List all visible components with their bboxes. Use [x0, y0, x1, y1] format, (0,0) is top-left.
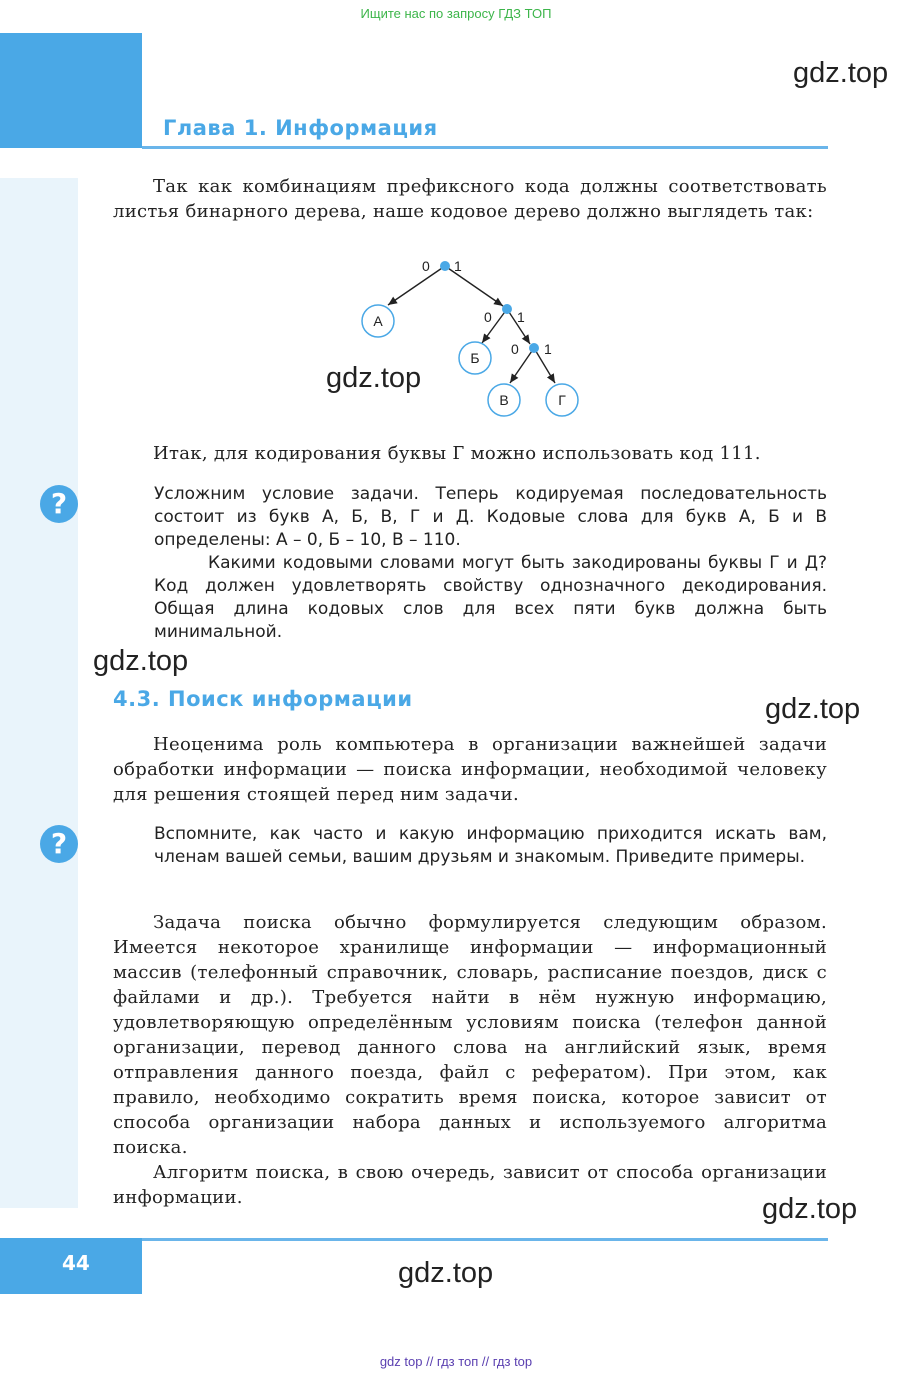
- label-root-1: 1: [454, 258, 462, 274]
- code-tree-diagram: [340, 250, 600, 425]
- section-intro-paragraph: [113, 732, 827, 807]
- section-title: 4.3. Поиск информации: [113, 687, 413, 711]
- watermark: gdz.top: [326, 362, 422, 394]
- label-n1-0: 0: [484, 309, 492, 325]
- tree-node-1: [502, 304, 512, 314]
- leaf-g-label: Г: [558, 392, 566, 408]
- leaf-v-label: В: [499, 392, 509, 408]
- watermark: gdz.top: [793, 57, 889, 89]
- watermark: gdz.top: [765, 693, 861, 725]
- label-n2-0: 0: [511, 341, 519, 357]
- body-paragraph-2: Алгоритм поиска, в свою очередь, зависит от способа организации информации.: [113, 1162, 827, 1208]
- section-intro-text: Неоценима роль компьютера в организации важнейшей задачи обработки информации — поиска информации, необходимой человеку для решения стоящей перед ним задачи.: [113, 734, 827, 805]
- question-1-task: Какими кодовыми словами могут быть закодированы буквы Г и Д? Код должен удовлетворять свойству однозначного декодирования. Общая длина кодовых слов для всех пяти букв должна быть минимальной.: [154, 553, 827, 642]
- edge-root-a: [388, 266, 445, 305]
- label-n1-1: 1: [517, 309, 525, 325]
- footer-note: gdz top // гдз топ // гдз top: [379, 1354, 533, 1369]
- tree-node-2: [529, 343, 539, 353]
- watermark: gdz.top: [93, 645, 189, 677]
- leaf-a-label: А: [373, 313, 383, 329]
- question-icon: ?: [40, 485, 78, 523]
- bottom-divider: [142, 1238, 828, 1241]
- page-number: 44: [62, 1251, 90, 1275]
- chapter-color-block: [0, 33, 142, 148]
- question-block-2: [154, 823, 827, 869]
- label-n2-1: 1: [544, 341, 552, 357]
- intro-text: Так как комбинациям префиксного кода должны соответствовать листья бинарного дерева, наше кодовое дерево должно выглядеть так:: [113, 176, 827, 222]
- label-root-0: 0: [422, 258, 430, 274]
- conclusion-paragraph: [113, 441, 827, 466]
- question-block-1: [154, 483, 827, 644]
- side-strip: [0, 178, 78, 1208]
- body-paragraph-1: Задача поиска обычно формулируется следующим образом. Имеется некоторое хранилище информации — информационный массив (телефонный справочник, словарь, расписание поездов, диск с файлами и др.). Требуется найти в нём нужную информацию, удовлетворяющую определённым условиям поиска (телефон данной организации, перевод данного слова на английский язык, время отправления данного поезда, файл с рефератом). При этом, как правило, необходимо сократить время поиска, которое зависит от способа организации набора данных и используемого алгоритма поиска.: [113, 912, 827, 1158]
- tree-root-node: [440, 261, 450, 271]
- question-icon: ?: [40, 825, 78, 863]
- top-note: Ищите нас по запросу ГДЗ ТОП: [360, 6, 552, 21]
- conclusion-text: Итак, для кодирования буквы Г можно использовать код 111.: [153, 443, 761, 464]
- chapter-divider: [142, 146, 828, 149]
- body-paragraphs: [113, 910, 827, 1210]
- leaf-b-label: Б: [470, 350, 480, 366]
- question-2-text: Вспомните, как часто и какую информацию приходится искать вам, членам вашей семьи, вашим друзьям и знакомым. Приведите примеры.: [154, 824, 827, 867]
- watermark: gdz.top: [398, 1257, 494, 1289]
- chapter-title: Глава 1. Информация: [163, 116, 438, 140]
- intro-paragraph: [113, 174, 827, 224]
- watermark: gdz.top: [762, 1193, 858, 1225]
- question-1-text: Усложним условие задачи. Теперь кодируемая последовательность состоит из букв А, Б, В, Г и Д. Кодовые слова для букв А, Б и В определены: А – 0, Б – 10, В – 110.: [154, 484, 827, 550]
